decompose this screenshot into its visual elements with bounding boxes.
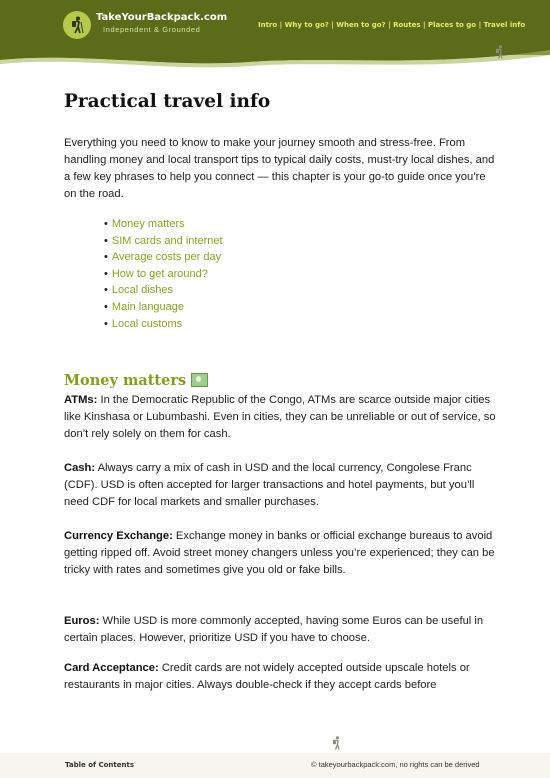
paragraph-currency-exchange	[64, 528, 498, 579]
nav-separator: |	[478, 21, 482, 29]
nav-travel-info[interactable]: Travel info	[483, 21, 526, 29]
paragraph-card-acceptance	[64, 660, 498, 694]
logo[interactable]	[63, 11, 91, 39]
nav-separator: |	[331, 21, 334, 29]
paragraph-text: While USD is more commonly accepted, having some Euros can be useful in certain places. However, prioritize USD if you have to choose.	[64, 615, 484, 644]
paragraph-text: Credit cards are not widely accepted outside upscale hotels or restaurants in major cities. Always double-check if they accept cards before	[64, 662, 470, 691]
paragraph-label: Card Acceptance:	[64, 662, 159, 674]
list-item	[104, 216, 223, 233]
nav-separator: |	[388, 21, 391, 29]
paragraph-atms	[64, 392, 498, 443]
top-navigation	[258, 21, 525, 29]
toc-link-local-dishes[interactable]: Local dishes	[111, 284, 174, 297]
table-of-contents-link[interactable]: Table of Contents	[65, 761, 135, 769]
paragraph-text: Exchange money in banks or official exchange bureaus to avoid getting ripped off. Avoid street money changers unless you’re experienced; they can be tricky with rates and sometimes give you old or fake bills.	[64, 530, 495, 576]
brand-tagline: Independent & Grounded	[103, 25, 201, 34]
section-title: Money matters	[64, 372, 187, 389]
paragraph-label: Cash:	[64, 462, 96, 474]
toc-link-average-costs[interactable]: Average costs per day	[111, 251, 222, 264]
paragraph-label: ATMs:	[64, 394, 98, 406]
nav-places-to-go[interactable]: Places to go	[427, 21, 477, 29]
toc-link-main-language[interactable]: Main language	[111, 300, 185, 313]
nav-separator: |	[422, 21, 426, 29]
paragraph-label: Currency Exchange:	[64, 530, 173, 542]
paragraph-euros	[64, 613, 498, 647]
paragraph-text: In the Democratic Republic of the Congo, ATMs are scarce outside major cities like Kinshasa or Lubumbashi. Even in cities, they can be unreliable or out of service, so don’t rely solely on them for cash.	[64, 394, 496, 440]
nav-why-to-go[interactable]: Why to go?	[284, 21, 329, 29]
nav-routes[interactable]: Routes	[393, 21, 421, 29]
paragraph-label: Euros:	[64, 615, 100, 627]
toc-link-get-around[interactable]: How to get around?	[111, 267, 208, 280]
hiker-icon	[494, 45, 506, 59]
toc-link-money-matters[interactable]: Money matters	[111, 218, 185, 230]
list-item	[104, 316, 223, 333]
list-item	[104, 282, 223, 299]
intro-paragraph: Everything you need to know to make your journey smooth and stress-free. From handling money and local transport tips to typical daily costs, must-try local dishes, and a few key phrases to help you connect — this chapter is your go-to guide once you’re on the road.	[64, 137, 495, 200]
toc-link-sim-cards[interactable]: SIM cards and internet	[111, 234, 223, 247]
copyright-notice: © takeyourbackpack.com, no rights can be derived	[311, 760, 480, 769]
list-item	[104, 233, 223, 250]
list-item	[104, 299, 223, 316]
section-heading	[64, 372, 208, 389]
paragraph-text: Always carry a mix of cash in USD and the local currency, Congolese Franc (CDF). USD is often accepted for larger transactions and hotel payments, but you’ll need CDF for local markets and smaller purchases.	[64, 462, 475, 508]
chapter-contents-list	[104, 216, 223, 332]
brand-name[interactable]: TakeYourBackpack.com	[96, 12, 228, 23]
page-title: Practical travel info	[64, 91, 271, 112]
list-item	[104, 249, 223, 266]
header-wave-divider	[0, 46, 550, 70]
paragraph-cash	[64, 460, 498, 511]
toc-link-local-customs[interactable]: Local customs	[111, 317, 183, 330]
nav-when-to-go[interactable]: When to go?	[336, 21, 386, 29]
money-icon	[191, 373, 208, 387]
hiker-icon	[69, 16, 85, 34]
hiker-icon	[331, 736, 343, 750]
nav-intro[interactable]: Intro	[258, 21, 278, 29]
nav-separator: |	[279, 21, 283, 29]
list-item	[104, 266, 223, 283]
